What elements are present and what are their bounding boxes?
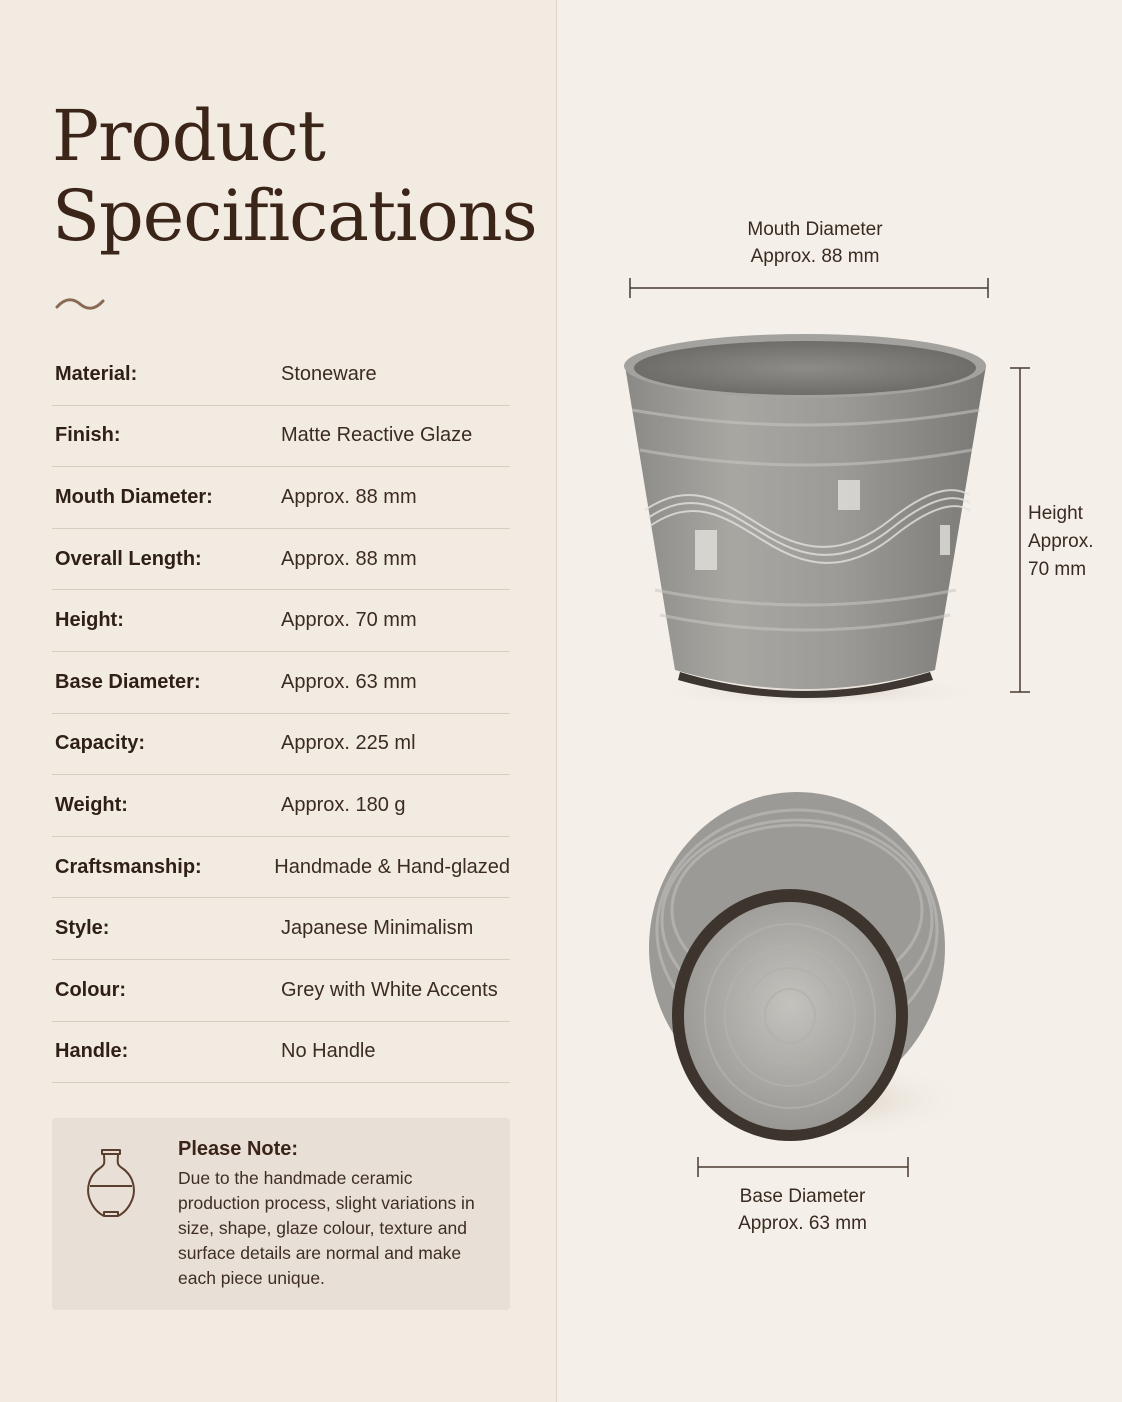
spec-label: Height:	[55, 609, 124, 632]
note-text: Due to the handmade ceramic production process, slight variations in size, shape, glaze colour, texture and surface details are normal and make each piece unique.	[178, 1168, 475, 1288]
spec-row-style	[52, 898, 510, 960]
spec-value: Approx. 88 mm	[281, 485, 417, 508]
spec-value: Grey with White Accents	[281, 978, 498, 1001]
mouth-diameter-title: Mouth Diameter	[747, 219, 883, 240]
spec-row-mouth-diameter	[52, 467, 510, 529]
spec-row-material	[52, 344, 510, 406]
height-title: Height	[1028, 503, 1083, 524]
vase-icon	[82, 1146, 140, 1218]
spec-label: Colour:	[55, 978, 127, 1001]
spec-value: Approx. 70 mm	[281, 609, 417, 632]
spec-value: Approx. 225 ml	[281, 732, 416, 755]
mouth-diameter-value: Approx. 88 mm	[750, 246, 880, 267]
spec-value: Handmade & Hand-glazed	[274, 855, 510, 878]
spec-label: Capacity:	[55, 732, 146, 755]
note-title: Please Note:	[178, 1138, 299, 1160]
cup-side-view-image	[600, 320, 1000, 720]
base-diameter-line	[690, 1150, 920, 1186]
mouth-diameter-label	[700, 216, 930, 270]
spec-row-craftsmanship	[52, 837, 510, 899]
base-diameter-title: Base Diameter	[739, 1186, 866, 1207]
spec-label: Craftsmanship:	[55, 855, 202, 878]
page-title-line-1: Product	[52, 95, 325, 177]
spec-label: Base Diameter:	[55, 670, 201, 693]
spec-row-height	[52, 590, 510, 652]
spec-row-base-diameter	[52, 652, 510, 714]
spec-row-weight	[52, 775, 510, 837]
spec-value: Matte Reactive Glaze	[281, 424, 473, 447]
spec-label: Style:	[55, 917, 110, 940]
height-label	[1028, 500, 1116, 584]
spec-label: Mouth Diameter:	[55, 485, 213, 508]
spec-value: Approx. 88 mm	[281, 547, 417, 570]
height-value-line-2: 70 mm	[1028, 559, 1087, 580]
spec-label: Material:	[55, 362, 138, 385]
spec-value: No Handle	[281, 1040, 376, 1063]
spec-label: Handle:	[55, 1040, 129, 1063]
spec-row-colour	[52, 960, 510, 1022]
height-value-line-1: Approx.	[1028, 531, 1094, 552]
mouth-diameter-line	[620, 270, 1000, 310]
base-diameter-label	[690, 1183, 915, 1237]
spec-value: Approx. 63 mm	[281, 670, 417, 693]
spec-value: Japanese Minimalism	[281, 917, 474, 940]
spec-label: Finish:	[55, 424, 121, 447]
spec-label: Weight:	[55, 793, 128, 816]
tilde-ornament-icon	[55, 294, 105, 314]
spec-value: Stoneware	[281, 362, 377, 385]
spec-label: Overall Length:	[55, 547, 202, 570]
spec-value: Approx. 180 g	[281, 793, 406, 816]
spec-table	[52, 344, 510, 1083]
spec-row-overall-length	[52, 529, 510, 591]
spec-row-handle	[52, 1022, 510, 1084]
page-title-line-2: Specifications	[52, 175, 537, 257]
cup-bottom-view-image	[630, 780, 970, 1150]
spec-row-finish	[52, 406, 510, 468]
note-box	[52, 1118, 510, 1310]
page-title	[52, 95, 537, 257]
base-diameter-value: Approx. 63 mm	[738, 1213, 867, 1234]
spec-row-capacity	[52, 714, 510, 776]
